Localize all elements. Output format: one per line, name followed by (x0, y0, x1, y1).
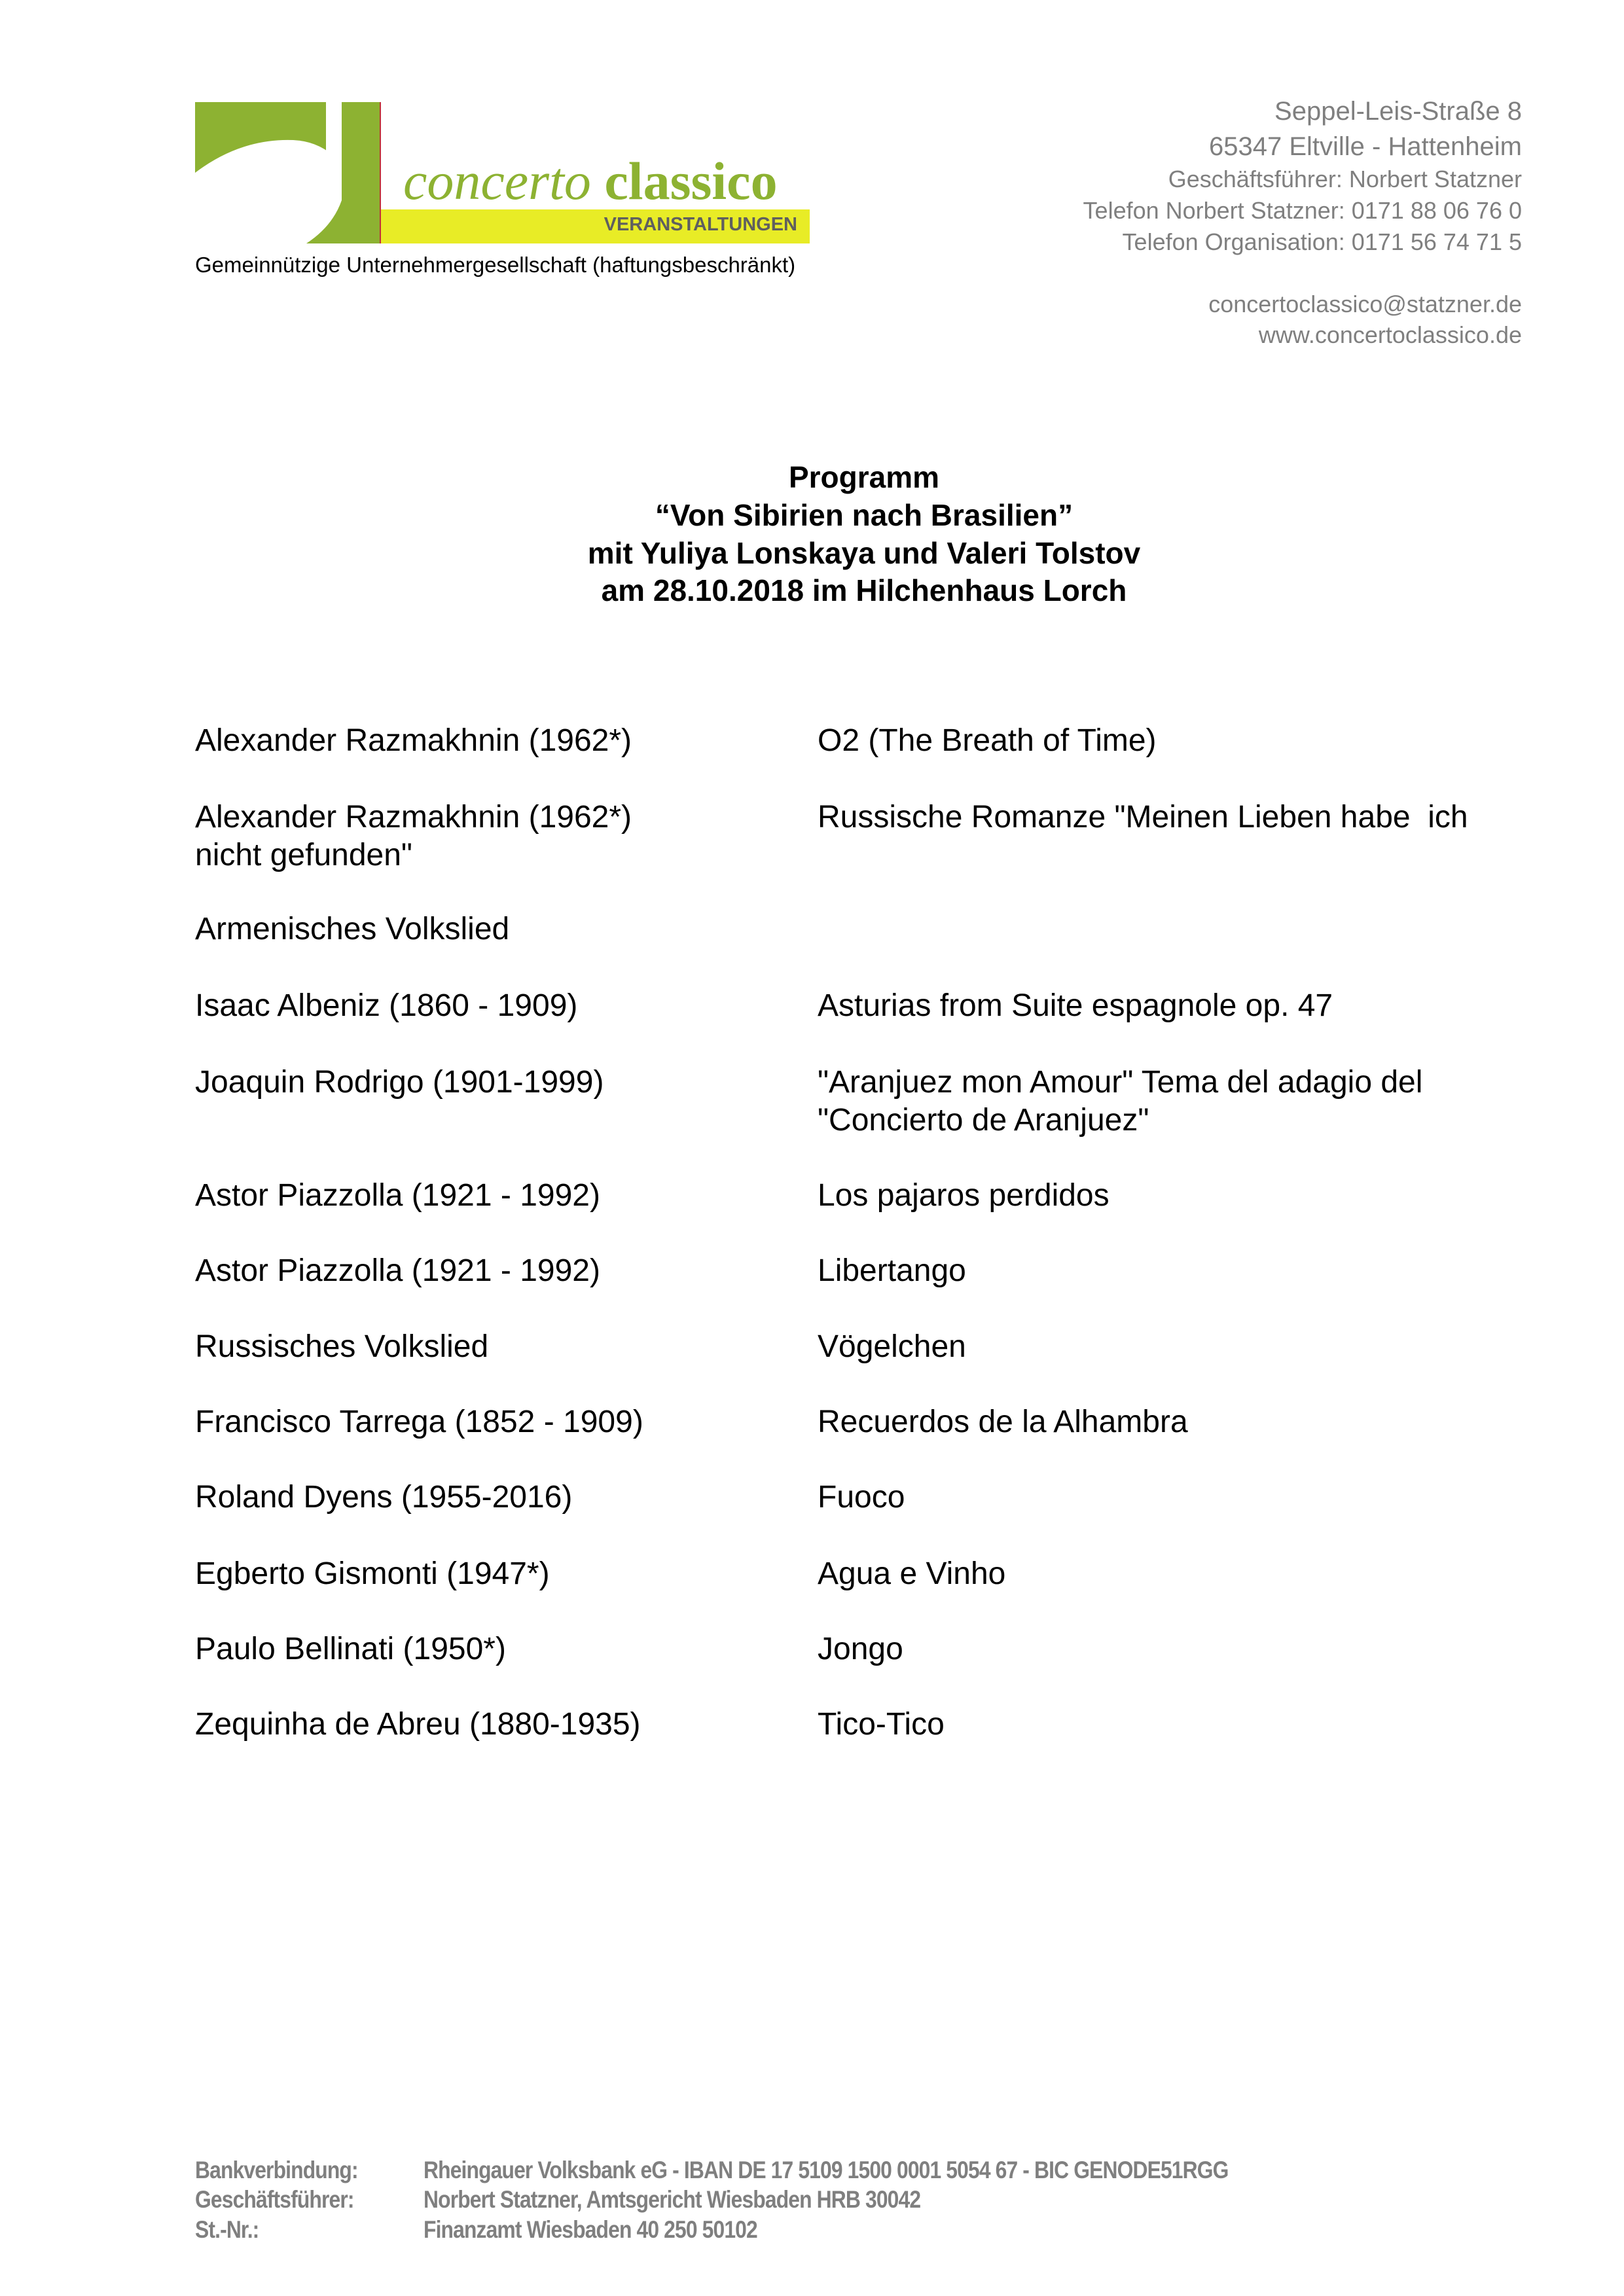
address-city: 65347 Eltville - Hattenheim (1208, 132, 1522, 161)
program-work: Vögelchen (818, 1329, 966, 1364)
footer-manager-label: Geschäftsführer: (195, 2186, 354, 2213)
address-street: Seppel-Leis-Straße 8 (1274, 97, 1522, 126)
program-work-continuation: nicht gefunden" (195, 838, 412, 872)
program-work: O2 (The Breath of Time) (818, 723, 1157, 758)
program-work: Tico-Tico (818, 1707, 945, 1742)
footer-bank-value: Rheingauer Volksbank eG - IBAN DE 17 5109 1500 0001 5054 67 - BIC GENODE51RGG (424, 2157, 1229, 2183)
program-composer: Paulo Bellinati (1950*) (195, 1632, 506, 1666)
title-line-2: “Von Sibirien nach Brasilien” (655, 498, 1074, 532)
program-composer: Alexander Razmakhnin (1962*) (195, 723, 632, 758)
address-website[interactable]: www.concertoclassico.de (1258, 321, 1522, 348)
program-work: Recuerdos de la Alhambra (818, 1405, 1188, 1439)
program-work-line-2: "Concierto de Aranjuez" (818, 1103, 1149, 1138)
program-work: Libertango (818, 1253, 966, 1288)
program-composer: Roland Dyens (1955-2016) (195, 1480, 573, 1515)
program-composer: Russisches Volkslied (195, 1329, 489, 1364)
logo-wordmark (403, 151, 778, 211)
program-work: Los pajaros perdidos (818, 1178, 1110, 1213)
address-phone-1: Telefon Norbert Statzner: 0171 88 06 76 0 (1083, 197, 1522, 224)
footer-tax-label: St.-Nr.: (195, 2216, 259, 2243)
program-composer: Francisco Tarrega (1852 - 1909) (195, 1405, 643, 1439)
logo-tagline: VERANSTALTUNGEN (604, 214, 797, 235)
title-line-4: am 28.10.2018 im Hilchenhaus Lorch (601, 573, 1127, 607)
program-work: "Aranjuez mon Amour" Tema del adagio del (818, 1065, 1423, 1100)
program-work: Jongo (818, 1632, 903, 1666)
program-composer: Egberto Gismonti (1947*) (195, 1556, 550, 1591)
logo (195, 102, 810, 243)
program-composer: Alexander Razmakhnin (1962*) (195, 800, 632, 834)
logo-name-light: concerto (403, 151, 591, 211)
program-work: Asturias from Suite espagnole op. 47 (818, 988, 1333, 1023)
program-composer: Armenisches Volkslied (195, 912, 510, 946)
program-composer: Joaquin Rodrigo (1901-1999) (195, 1065, 604, 1100)
program-work: Agua e Vinho (818, 1556, 1006, 1591)
title-line-3: mit Yuliya Lonskaya und Valeri Tolstov (587, 536, 1141, 570)
footer-bank-label: Bankverbindung: (195, 2157, 358, 2183)
address-manager: Geschäftsführer: Norbert Statzner (1168, 166, 1522, 192)
program-composer: Isaac Albeniz (1860 - 1909) (195, 988, 578, 1023)
address-email[interactable]: concertoclassico@statzner.de (1208, 291, 1522, 317)
program-work: Fuoco (818, 1480, 905, 1515)
company-subtitle: Gemeinnützige Unternehmergesellschaft (haftungsbeschränkt) (195, 253, 796, 277)
program-work: Russische Romanze "Meinen Lieben habe ich (818, 800, 1468, 834)
address-phone-2: Telefon Organisation: 0171 56 74 71 5 (1122, 228, 1522, 255)
program-composer: Astor Piazzolla (1921 - 1992) (195, 1253, 600, 1288)
logo-name-bold: classico (604, 151, 778, 211)
title-line-1: Programm (788, 460, 940, 494)
footer-manager-value: Norbert Statzner, Amtsgericht Wiesbaden HRB 30042 (424, 2186, 921, 2213)
program-composer: Astor Piazzolla (1921 - 1992) (195, 1178, 600, 1213)
footer-tax-value: Finanzamt Wiesbaden 40 250 50102 (424, 2216, 757, 2243)
program-composer: Zequinha de Abreu (1880-1935) (195, 1707, 641, 1742)
